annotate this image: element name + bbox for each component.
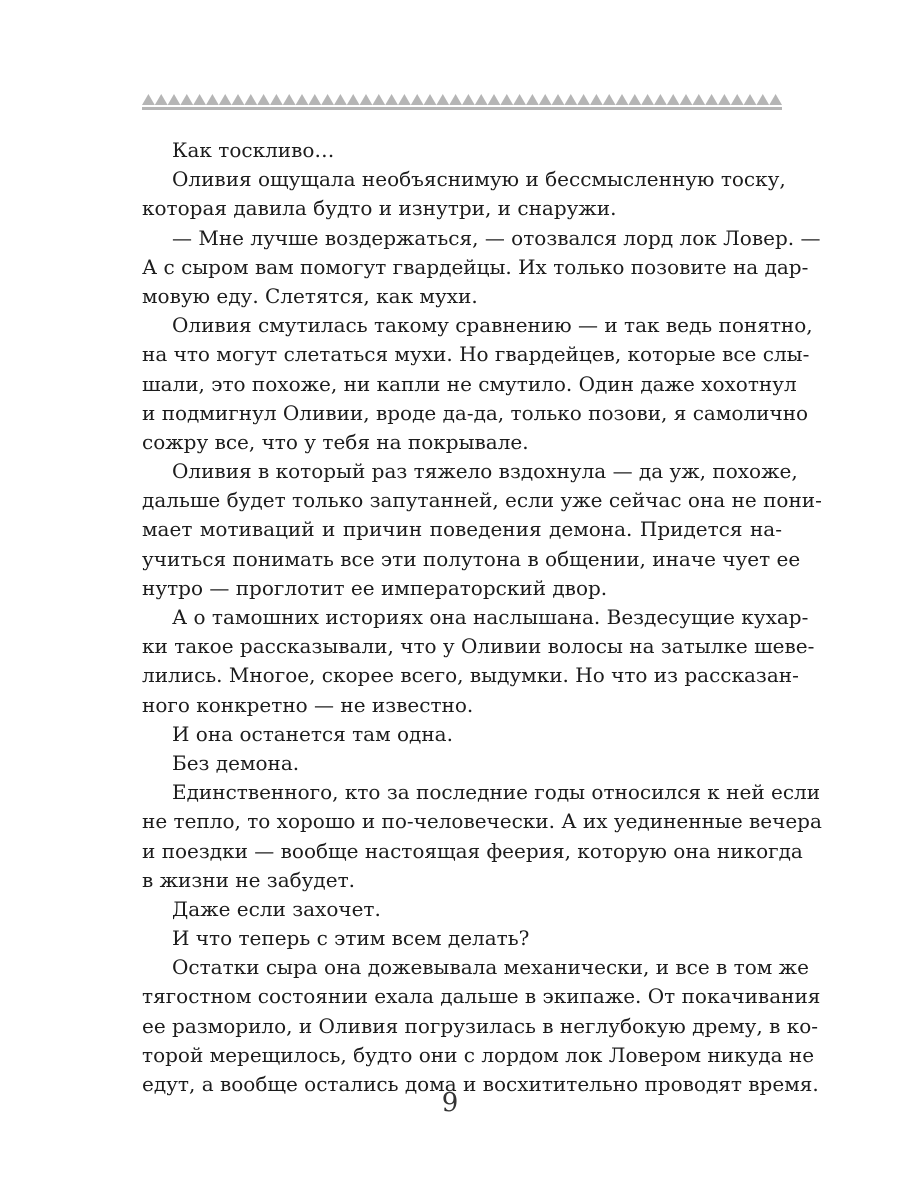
ornament-triangle (142, 94, 155, 105)
text-line: и поездки — вообще настоящая феерия, которую она никогда (142, 838, 803, 863)
ornament-triangle (475, 94, 488, 105)
ornament-triangle (219, 94, 232, 105)
ornament-rule (142, 107, 782, 110)
text-line: И что теперь с этим всем делать? (172, 926, 530, 951)
ornament-triangle (244, 94, 257, 105)
ornament-triangle (398, 94, 411, 105)
header-ornament (142, 90, 782, 120)
ornament-triangle (206, 94, 219, 105)
page-number: 9 (441, 1088, 459, 1118)
ornament-triangle (628, 94, 641, 105)
ornament-triangle (347, 94, 360, 105)
ornament-triangle (718, 94, 731, 105)
text-line: сожру все, что у тебя на покрывале. (142, 429, 529, 454)
ornament-triangle (168, 94, 181, 105)
text-line: Даже если захочет. (172, 896, 381, 921)
text-line: шали, это похоже, ни капли не смутило. Один даже хохотнул (142, 371, 797, 396)
text-line: Единственного, кто за последние годы относился к ней если (172, 780, 821, 805)
ornament-triangle (449, 94, 462, 105)
ornament-triangle (193, 94, 206, 105)
text-line: Оливия в который раз тяжело вздохнула — да уж, похоже, (172, 459, 798, 484)
text-line: — Мне лучше воздержаться, — отозвался лорд лок Ловер. — (172, 225, 821, 250)
text-line: мает мотиваций и причин поведения демона. Придется на- (142, 517, 782, 542)
text-line: тягостном состоянии ехала дальше в экипаже. От покачивания (142, 984, 821, 1009)
text-line: А с сыром вам помогут гвардейцы. Их только позовите на дар- (142, 254, 809, 279)
ornament-triangle (641, 94, 654, 105)
text-line: торой мерещилось, будто они с лордом лок Ловером никуда не (142, 1042, 815, 1067)
text-line: учиться понимать все эти полутона в общении, иначе чует ее (142, 546, 801, 571)
ornament-triangle (424, 94, 437, 105)
ornament-triangle (692, 94, 705, 105)
text-line: И она останется там одна. (172, 721, 453, 746)
text-line: мовую еду. Слетятся, как мухи. (142, 283, 478, 308)
ornament-triangle (462, 94, 475, 105)
text-line: А о тамошних историях она наслышана. Вездесущие кухар- (172, 605, 809, 629)
ornament-triangle (296, 94, 309, 105)
ornament-triangle (257, 94, 270, 105)
ornament-triangle (513, 94, 526, 105)
ornament-triangle (552, 94, 565, 105)
text-line: Оливия смутилась такому сравнению — и так ведь понятно, (172, 313, 813, 338)
ornament-triangle (705, 94, 718, 105)
ornament-triangle (334, 94, 347, 105)
ornament-triangle (436, 94, 449, 105)
ornament-triangle (232, 94, 245, 105)
text-line: которая давила будто и изнутри, и снаружи. (142, 196, 617, 221)
ornament-triangle (283, 94, 296, 105)
ornament-triangle (372, 94, 385, 105)
text-line: ее разморило, и Оливия погрузилась в неглубокую дрему, в ко- (142, 1013, 819, 1038)
ornament-triangle (385, 94, 398, 105)
ornament-triangle (270, 94, 283, 105)
ornament-triangles (142, 94, 782, 105)
ornament-triangle (411, 94, 424, 105)
ornament-triangle (680, 94, 693, 105)
ornament-triangle (488, 94, 501, 105)
text-line: и подмигнул Оливии, вроде да-да, только позови, я самолично (142, 400, 809, 425)
ornament-triangle (180, 94, 193, 105)
ornament-triangle (756, 94, 769, 105)
ornament-triangle (731, 94, 744, 105)
ornament-triangle (539, 94, 552, 105)
text-line: в жизни не забудет. (142, 867, 356, 892)
ornament-triangle (616, 94, 629, 105)
ornament-triangle (308, 94, 321, 105)
ornament-triangle (667, 94, 680, 105)
ornament-triangle (321, 94, 334, 105)
ornament-triangle (590, 94, 603, 105)
ornament-triangle (526, 94, 539, 105)
text-line: ки такое рассказывали, что у Оливии волосы на затылке шеве- (142, 634, 815, 659)
text-line: едут, а вообще остались дома и восхитительно проводят время. (142, 1072, 819, 1096)
text-line: Остатки сыра она дожевывала механически, и все в том же (172, 955, 809, 980)
ornament-triangle (577, 94, 590, 105)
ornament-triangle (744, 94, 757, 105)
ornament-triangle (564, 94, 577, 105)
text-line: Без демона. (172, 750, 300, 775)
text-line: дальше будет только запутанней, если уже сейчас она не пони- (142, 488, 822, 513)
text-line: Оливия ощущала необъяснимую и бессмысленную тоску, (172, 167, 786, 192)
page-body (142, 136, 822, 1099)
ornament-triangle (500, 94, 513, 105)
text-line: ного конкретно — не известно. (142, 692, 474, 717)
text-line: на что могут слетаться мухи. Но гвардейцев, которые все слы- (142, 342, 810, 367)
ornament-triangle (603, 94, 616, 105)
text-line: не тепло, то хорошо и по-человечески. А их уединенные вечера (142, 809, 822, 834)
ornament-triangle (360, 94, 373, 105)
ornament-triangle (155, 94, 168, 105)
text-line: Как тоскливо… (172, 138, 335, 162)
text-line: нутро — проглотит ее императорский двор. (142, 575, 608, 600)
ornament-triangle (654, 94, 667, 105)
text-line: лились. Многое, скорее всего, выдумки. Но что из рассказан- (142, 663, 799, 688)
ornament-triangle (769, 94, 782, 105)
